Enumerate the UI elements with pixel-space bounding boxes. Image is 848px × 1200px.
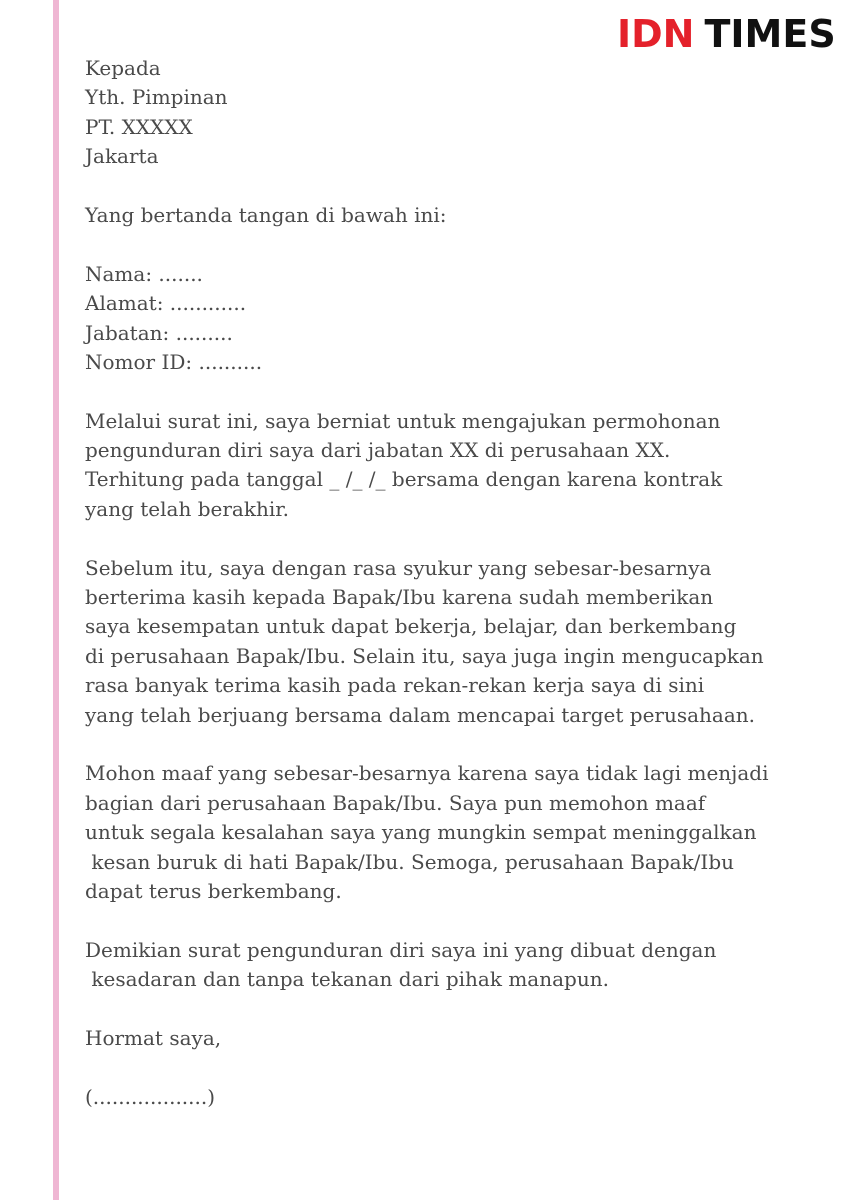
recipient-block [85,54,805,172]
paragraph-line: saya kesempatan untuk dapat bekerja, belajar, dan berkembang [85,614,737,639]
signature-placeholder: (..................) [85,1084,216,1109]
recipient-line: Kepada [85,56,161,80]
letter-body [85,54,805,1112]
idn-times-logo [617,11,836,57]
paragraph-line: yang telah berakhir. [85,496,289,521]
recipient-line: Yth. Pimpinan [85,85,228,110]
recipient-line: PT. XXXXX [85,114,193,139]
paragraph-line: berterima kasih kepada Bapak/Ibu karena sudah memberikan [85,585,714,610]
logo-times: TIMES [704,12,836,56]
field-address: Alamat: ............ [85,291,247,316]
identity-fields [85,260,805,378]
paragraph-closing-statement [85,936,805,995]
paragraph-line: yang telah berjuang bersama dalam mencapai target perusahaan. [85,702,756,727]
field-id-number: Nomor ID: .......... [85,349,263,374]
intro-line: Yang bertanda tangan di bawah ini: [85,202,447,227]
logo-idn: IDN [617,12,695,56]
field-position: Jabatan: ......... [85,320,233,345]
field-name: Nama: ....... [85,261,203,286]
paragraph-line: dapat terus berkembang. [85,878,342,903]
paragraph-line: di perusahaan Bapak/Ibu. Selain itu, saya juga ingin mengucapkan [85,643,764,668]
paragraph-apology [85,759,805,906]
left-accent-bar [53,0,59,1200]
paragraph-line: pengunduran diri saya dari jabatan XX di perusahaan XX. [85,438,671,463]
paragraph-resignation [85,407,805,525]
paragraph-line: Terhitung pada tanggal _ /_ /_ bersama dengan karena kontrak [85,467,723,492]
paragraph-line: untuk segala kesalahan saya yang mungkin sempat meninggalkan [85,820,757,845]
paragraph-gratitude [85,554,805,730]
paragraph-line: kesan buruk di hati Bapak/Ibu. Semoga, perusahaan Bapak/Ibu [85,849,735,874]
recipient-line: Jakarta [85,144,159,169]
paragraph-line: kesadaran dan tanpa tekanan dari pihak manapun. [85,967,609,992]
paragraph-line: bagian dari perusahaan Bapak/Ibu. Saya pun memohon maaf [85,790,706,815]
closing-salutation: Hormat saya, [85,1025,222,1050]
paragraph-line: Mohon maaf yang sebesar-besarnya karena saya tidak lagi menjadi [85,761,769,786]
paragraph-line: Demikian surat pengunduran diri saya ini yang dibuat dengan [85,937,717,962]
paragraph-line: rasa banyak terima kasih pada rekan-rekan kerja saya di sini [85,673,705,698]
paragraph-line: Sebelum itu, saya dengan rasa syukur yang sebesar-besarnya [85,555,712,580]
paragraph-line: Melalui surat ini, saya berniat untuk mengajukan permohonan [85,408,721,433]
